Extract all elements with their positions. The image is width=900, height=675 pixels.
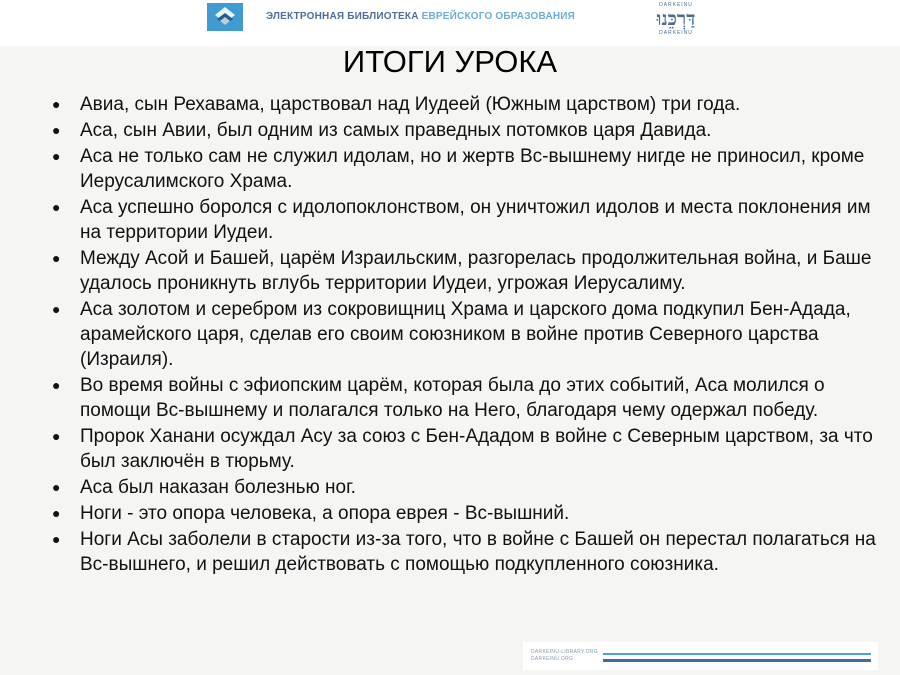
summary-bullet-item — [52, 373, 882, 423]
summary-bullet-item — [52, 92, 882, 117]
brand-top-text: DARKEINU — [659, 2, 693, 8]
summary-bullet-item — [52, 118, 882, 143]
bullet-text: Ноги Асы заболели в старости из-за того, что в войне с Башей он перестал полагаться на Вс-вышнего, и решил действовать с помощью подкупленного союзника. — [80, 529, 876, 575]
bullet-text: Ноги - это опора человека, а опора еврея - Вс-вышний. — [80, 503, 570, 524]
bullet-dot-icon: ● — [52, 199, 61, 215]
bullet-dot-icon: ● — [52, 531, 61, 547]
diamond-logo-icon — [207, 3, 243, 31]
summary-bullet-item — [52, 195, 882, 245]
bullet-text: Между Асой и Башей, царём Израильским, разгорелась продолжительная война, и Баше удалось проникнуть вглубь территории Иудеи, угрожая Иерусалиму. — [80, 248, 872, 294]
darkeinu-brand — [645, 2, 707, 42]
footer-url-library: DARKEINU-LIBRARY.ORG — [531, 649, 598, 655]
footer-bar — [523, 642, 878, 670]
library-title-accent: ЕВРЕЙСКОГО ОБРАЗОВАНИЯ — [421, 11, 576, 22]
bullet-dot-icon: ● — [52, 301, 61, 317]
bullet-text: Аса был наказан болезнью ног. — [80, 477, 356, 498]
bullet-text: Аса не только сам не служил идолам, но и жертв Вс-вышнему нигде не приносил, кроме Иерусалимского Храма. — [80, 146, 865, 192]
footer-stripe-dark — [603, 659, 871, 662]
summary-bullet-item — [52, 297, 882, 372]
bullet-text: Аса, сын Авии, был одним из самых праведных потомков царя Давида. — [80, 120, 712, 141]
brand-bottom-text: DARKEINU — [659, 30, 693, 36]
library-title-main: ЭЛЕКТРОННАЯ БИБЛИОТЕКА — [266, 11, 422, 22]
bullet-text: Авиа, сын Рехавама, царствовал над Иудеей (Южным царством) три года. — [80, 94, 741, 115]
bullet-dot-icon: ● — [52, 428, 61, 444]
library-logo — [207, 3, 243, 31]
bullet-dot-icon: ● — [52, 250, 61, 266]
bullet-dot-icon: ● — [52, 377, 61, 393]
bullet-text: Аса успешно боролся с идолопоклонством, он уничтожил идолов и места поклонения им на территории Иудеи. — [80, 197, 871, 243]
summary-bullet-item — [52, 527, 882, 577]
footer-text — [531, 649, 598, 663]
bullet-dot-icon: ● — [52, 505, 61, 521]
bullet-dot-icon: ● — [52, 122, 61, 138]
summary-bullet-list — [52, 92, 882, 578]
footer-stripe-light — [603, 653, 871, 655]
bullet-dot-icon: ● — [52, 96, 61, 112]
summary-bullet-item — [52, 501, 882, 526]
footer-url-main: DARKEINU.ORG — [531, 656, 574, 662]
bullet-text: Во время войны с эфиопским царём, которая была до этих событий, Аса молился о помощи Вс-вышнему и полагался только на Него, благодаря чему одержал победу. — [80, 375, 825, 421]
summary-bullet-item — [52, 246, 882, 296]
library-title — [266, 11, 575, 22]
bullet-dot-icon: ● — [52, 148, 61, 164]
bullet-dot-icon: ● — [52, 479, 61, 495]
page-title: ИТОГИ УРОКА — [342, 44, 558, 79]
brand-hebrew-text: דַּרְכֵּנוּ — [656, 8, 696, 30]
summary-bullet-item — [52, 475, 882, 500]
summary-bullet-item — [52, 144, 882, 194]
bullet-text: Пророк Ханани осуждал Асу за союз с Бен-Ададом в войне с Северным царством, за что был заключён в тюрьму. — [80, 426, 873, 472]
bullet-text: Аса золотом и серебром из сокровищниц Храма и царского дома подкупил Бен-Адада, арамейского царя, сделав его своим союзником в войне против Северного царства (Израиля). — [80, 299, 851, 370]
header-bar — [0, 0, 900, 46]
summary-bullet-item — [52, 424, 882, 474]
